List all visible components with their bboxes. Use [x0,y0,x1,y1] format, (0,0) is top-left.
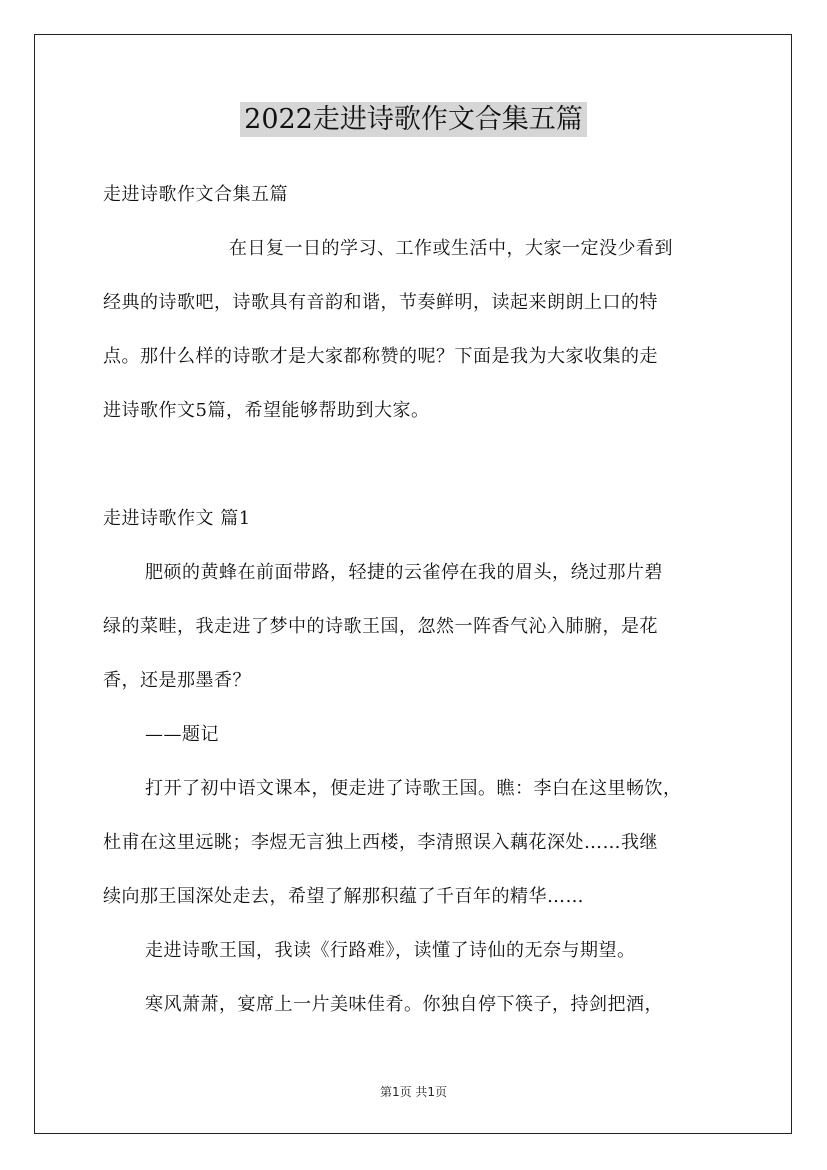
paragraph-line: 绿的菜畦，我走进了梦中的诗歌王国，忽然一阵香气沁入肺腑，是花 [103,616,658,637]
page-footer: 第1页 共1页 [379,1085,448,1099]
document-title [0,100,827,140]
paragraph-line: 走进诗歌王国，我读《行路难》，读懂了诗仙的无奈与期望。 [145,940,636,961]
epigraph-attribution: ——题记 [145,724,219,745]
document-title-text: 2022走进诗歌作文合集五篇 [240,102,587,137]
paragraph-line: 肥硕的黄蜂在前面带路，轻捷的云雀停在我的眉头，绕过那片碧 [145,562,663,583]
intro-paragraph-line: 点。那什么样的诗歌才是大家都称赞的呢？下面是我为大家收集的走 [103,346,658,367]
intro-paragraph-line: 在日复一日的学习、工作或生活中，大家一定没少看到 [229,238,673,259]
intro-paragraph-line: 进诗歌作文5篇，希望能够帮助到大家。 [103,400,430,421]
intro-block [103,168,727,438]
intro-heading: 走进诗歌作文合集五篇 [103,184,288,205]
essay-section [103,492,727,1032]
paragraph-line: 寒风萧萧，宴席上一片美味佳肴。你独自停下筷子，持剑把酒， [145,994,663,1015]
section-heading: 走进诗歌作文 篇1 [103,508,251,529]
paragraph-line: 香，还是那墨香？ [103,670,251,691]
paragraph-line: 续向那王国深处走去，希望了解那积蕴了千百年的精华…… [103,886,584,907]
paragraph-line: 打开了初中语文课本，便走进了诗歌王国。瞧：李白在这里畅饮， [145,778,682,799]
intro-paragraph-line: 经典的诗歌吧，诗歌具有音韵和谐，节奏鲜明，读起来朗朗上口的特 [103,292,658,313]
paragraph-line: 杜甫在这里远眺；李煜无言独上西楼，李清照误入藕花深处……我继 [103,832,658,853]
